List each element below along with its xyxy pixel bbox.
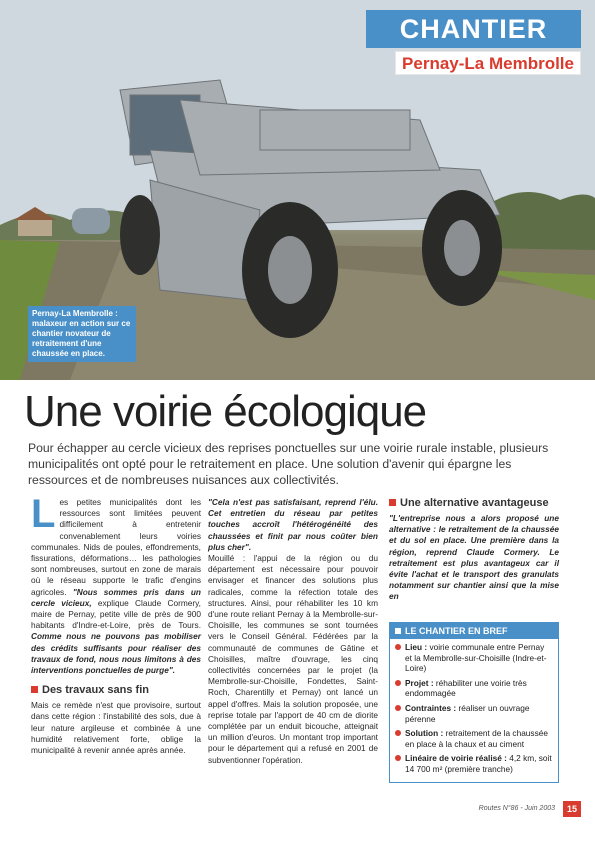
bullet-dot-icon	[395, 680, 401, 686]
bullet-square-icon	[395, 628, 401, 634]
article-intro: Pour échapper au cercle vicieux des reprises ponctuelles sur une voirie rurale instable, plusieurs municipalités ont opté pour le retraitement en place. Une solution d'avenir qui épargne les ressources et de nombreuses nuisances aux collectivités.	[28, 441, 549, 487]
list-item	[395, 642, 553, 674]
paragraph-text: explique Claude Cormery, maire de Pernay, petite ville de près de 900 habitants d'Indre-et-Loire, près de Tours.	[31, 597, 201, 631]
rubric-title: CHANTIER	[366, 10, 581, 48]
list-item	[395, 678, 553, 699]
item-text: retraitement de la chaussée en place à la chaux et au ciment	[405, 728, 548, 749]
item-text: 4,2 km, soit 14 700 m² (première tranche)	[405, 753, 552, 774]
brief-heading	[390, 623, 558, 639]
paragraph: Mouillé : l'appui de la région ou du département est nécessaire pour pouvoir envisager et financer des solutions plus radicales, comme la réfection totale des structures. Ainsi, pour réhabiliter les 10 km d'une route reliant Pernay à la Membrolle-sur-Choisille, les communes se sont tournées vers le Conseil Général. Fédérées par la communauté de communes de Gâtine et Choisilles, maître d'ouvrage, les cinq collectivités concernées par le projet (la Membrolle-sur-Choisille, Fondettes, Saint-Roch, Charentilly et Pernay) ont lancé un appel d'offres. Mais la solution proposée, une reprise totale par l'apport de 40 cm de diorite complétée par un enduit bicouche, atteignait un million d'euros. Un montant trop important pour le département qui a refusé en 2001 de subventionner l'opération.	[208, 553, 378, 765]
quote: "L'entreprise nous a alors proposé une alternative : le retraitement de la chaussée et du sol en place. Une première dans la région, reprend Claude Cormery. Le retraitement est plus avantageux car il évite l'achat et le transport des granulats notamment sur chantier ainsi que la mise en	[389, 513, 559, 602]
article-title: Une voirie écologique	[24, 387, 427, 436]
page-number: 15	[563, 801, 581, 817]
item-label: Projet :	[405, 677, 434, 688]
item-text: réhabiliter une voirie très endommagée	[405, 677, 527, 699]
list-item	[395, 728, 553, 749]
list-item	[395, 703, 553, 724]
paragraph: Mais ce remède n'est que provisoire, surtout dans cette région : l'instabilité des sols, due à leur nature argileuse et combinée à une humidité relativement forte, oblige la municipalité à revenir année après année.	[31, 700, 201, 756]
subheading-text: Des travaux sans fin	[42, 684, 149, 697]
quote: Comme nous ne pouvons pas mobiliser des crédits suffisants pour réaliser des travaux de fond, nous nous limitons à des interventions ponctuelles de purge".	[31, 631, 201, 676]
brief-heading-text: LE CHANTIER EN BREF	[405, 626, 508, 636]
item-text: réaliser un ouvrage pérenne	[405, 702, 530, 724]
brief-box	[389, 622, 559, 783]
item-label: Contraintes :	[405, 702, 457, 713]
rubric-subtitle: Pernay-La Membrolle	[395, 51, 581, 75]
bullet-square-icon	[389, 499, 396, 506]
bullet-dot-icon	[395, 705, 401, 711]
subheading-text: Une alternative avantageuse	[400, 497, 549, 509]
paragraph-text: es petites municipalités dont les ressources sont limitées peuvent difficilement à entretenir convenablement leurs voiries communales. Nids de poules, effondrements, fissurations, déformations… les pathologies sont nombreuses, surtout en zone de marais où le réseau supporte le trafic d'engins agricoles.	[31, 497, 201, 597]
quote: "Nous sommes pris dans un cercle vicieux,	[31, 586, 202, 608]
bullet-dot-icon	[395, 755, 401, 761]
photo-caption: Pernay-La Membrolle : malaxeur en action sur ce chantier novateur de retraitement d'une chaussée en place.	[28, 306, 136, 362]
item-label: Solution :	[405, 728, 444, 739]
item-text: voirie communale entre Pernay et la Membrolle-sur-Choisille (Indre-et-Loire)	[405, 642, 547, 674]
subheading	[389, 497, 559, 509]
item-label: Lieu :	[405, 642, 428, 652]
item-label: Linéaire de voirie réalisé :	[405, 753, 507, 764]
paragraph	[31, 492, 202, 676]
column-2	[208, 497, 378, 766]
column-3	[389, 497, 559, 603]
quote: "Cela n'est pas satisfaisant, reprend l'élu. Cet entretien du réseau par petites touches accroît l'hétérogénéité des chaussées et finit par nous coûter bien plus cher".	[208, 497, 378, 552]
subheading	[31, 684, 201, 696]
bullet-dot-icon	[395, 644, 401, 650]
bullet-dot-icon	[395, 730, 401, 736]
hero-photo	[0, 0, 595, 380]
bullet-square-icon	[31, 686, 38, 693]
footer-issue: Routes N°86 - Juin 2003	[478, 805, 555, 812]
list-item	[395, 753, 553, 774]
dropcap: L	[31, 492, 56, 536]
column-1	[31, 492, 202, 756]
section-rubric	[366, 10, 581, 75]
brief-list	[390, 639, 558, 782]
